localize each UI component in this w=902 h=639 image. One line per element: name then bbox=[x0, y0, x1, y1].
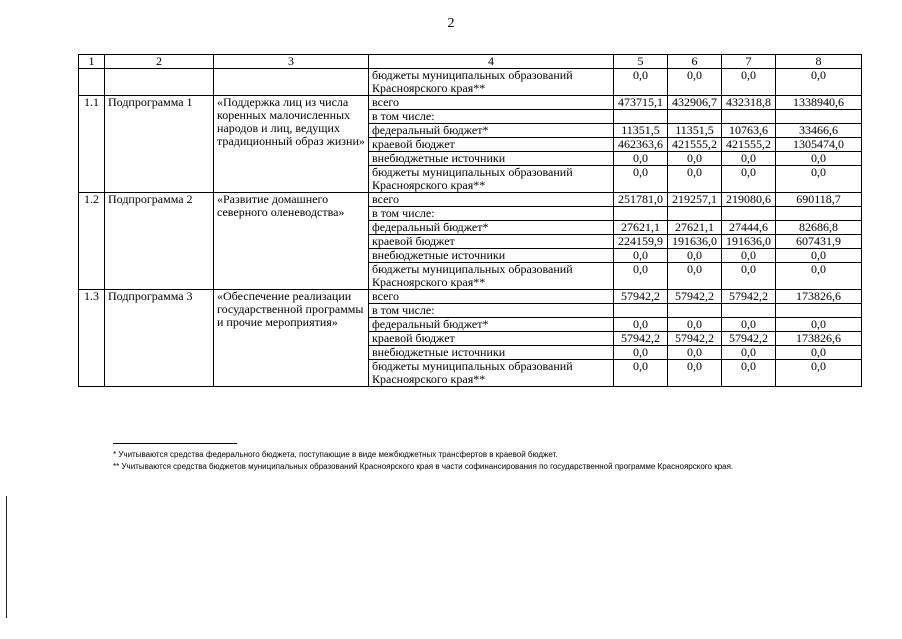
binder-mark bbox=[6, 496, 7, 618]
value-cell: 191636,0 bbox=[668, 235, 722, 249]
value-cell: 173826,6 bbox=[776, 290, 862, 304]
value-cell bbox=[776, 110, 862, 124]
value-cell: 0,0 bbox=[722, 263, 776, 290]
value-cell: 0,0 bbox=[776, 166, 862, 193]
value-cell: 0,0 bbox=[614, 166, 668, 193]
value-cell bbox=[668, 207, 722, 221]
subprogram-name: Подпрограмма 1 bbox=[105, 96, 214, 193]
header-cell: 2 bbox=[105, 55, 214, 69]
footnote-rule bbox=[113, 443, 237, 444]
value-cell: 0,0 bbox=[722, 249, 776, 263]
value-cell: 57942,2 bbox=[722, 290, 776, 304]
value-cell: 27621,1 bbox=[668, 221, 722, 235]
value-cell: 0,0 bbox=[722, 318, 776, 332]
source-label: бюджеты муниципальных образований Красноярского края** bbox=[369, 263, 614, 290]
value-cell: 27621,1 bbox=[614, 221, 668, 235]
value-cell: 0,0 bbox=[668, 360, 722, 387]
empty-cell bbox=[105, 69, 214, 96]
value-cell: 0,0 bbox=[776, 249, 862, 263]
source-label: федеральный бюджет* bbox=[369, 221, 614, 235]
subprogram-name: Подпрограмма 2 bbox=[105, 193, 214, 290]
footnote-federal: * Учитываются средства федерального бюджета, поступающие в виде межбюджетных трансфертов в краевой бюджет. bbox=[113, 450, 558, 459]
table-row bbox=[79, 69, 862, 96]
source-label: внебюджетные источники bbox=[369, 152, 614, 166]
value-cell: 251781,0 bbox=[614, 193, 668, 207]
source-label: краевой бюджет bbox=[369, 235, 614, 249]
value-cell: 607431,9 bbox=[776, 235, 862, 249]
value-cell: 432318,8 bbox=[722, 96, 776, 110]
table-row bbox=[79, 96, 862, 110]
header-cell: 4 bbox=[369, 55, 614, 69]
header-cell: 3 bbox=[214, 55, 369, 69]
value-cell: 33466,6 bbox=[776, 124, 862, 138]
value-cell: 421555,2 bbox=[722, 138, 776, 152]
value-cell: 0,0 bbox=[614, 152, 668, 166]
value-cell: 11351,5 bbox=[668, 124, 722, 138]
value-cell: 0,0 bbox=[614, 69, 668, 96]
source-label: всего bbox=[369, 290, 614, 304]
value-cell: 27444,6 bbox=[722, 221, 776, 235]
value-cell: 219080,6 bbox=[722, 193, 776, 207]
value-cell: 57942,2 bbox=[668, 290, 722, 304]
value-cell: 173826,6 bbox=[776, 332, 862, 346]
subprogram-number: 1.1 bbox=[79, 96, 105, 193]
value-cell: 0,0 bbox=[722, 152, 776, 166]
subprogram-title: «Поддержка лиц из числа коренных малочисленных народов и лиц, ведущих традиционный образ жизни» bbox=[214, 96, 369, 193]
value-cell bbox=[668, 304, 722, 318]
header-cell: 1 bbox=[79, 55, 105, 69]
value-cell: 0,0 bbox=[668, 152, 722, 166]
value-cell: 0,0 bbox=[776, 360, 862, 387]
value-cell: 1338940,6 bbox=[776, 96, 862, 110]
value-cell: 0,0 bbox=[722, 69, 776, 96]
value-cell: 1305474,0 bbox=[776, 138, 862, 152]
value-cell: 191636,0 bbox=[722, 235, 776, 249]
value-cell: 0,0 bbox=[668, 69, 722, 96]
source-label: в том числе: bbox=[369, 110, 614, 124]
empty-cell bbox=[214, 69, 369, 96]
value-cell: 0,0 bbox=[722, 346, 776, 360]
subprogram-number: 1.2 bbox=[79, 193, 105, 290]
value-cell bbox=[668, 110, 722, 124]
value-cell bbox=[614, 207, 668, 221]
value-cell: 224159,9 bbox=[614, 235, 668, 249]
subprogram-title: «Обеспечение реализации государственной программы и прочие мероприятия» bbox=[214, 290, 369, 387]
value-cell: 0,0 bbox=[614, 263, 668, 290]
value-cell: 0,0 bbox=[776, 152, 862, 166]
value-cell bbox=[722, 304, 776, 318]
value-cell: 432906,7 bbox=[668, 96, 722, 110]
source-label: всего bbox=[369, 193, 614, 207]
value-cell: 0,0 bbox=[614, 318, 668, 332]
value-cell bbox=[722, 110, 776, 124]
value-cell bbox=[776, 304, 862, 318]
value-cell: 57942,2 bbox=[668, 332, 722, 346]
table-row bbox=[79, 290, 862, 304]
value-cell: 0,0 bbox=[668, 166, 722, 193]
source-label: внебюджетные источники bbox=[369, 249, 614, 263]
value-cell: 11351,5 bbox=[614, 124, 668, 138]
header-cell: 6 bbox=[668, 55, 722, 69]
value-cell: 0,0 bbox=[614, 346, 668, 360]
table-row bbox=[79, 193, 862, 207]
value-cell: 0,0 bbox=[722, 360, 776, 387]
header-cell: 5 bbox=[614, 55, 668, 69]
value-cell: 219257,1 bbox=[668, 193, 722, 207]
value-cell: 421555,2 bbox=[668, 138, 722, 152]
header-cell: 7 bbox=[722, 55, 776, 69]
source-label: федеральный бюджет* bbox=[369, 124, 614, 138]
source-label: бюджеты муниципальных образований Красноярского края** bbox=[369, 166, 614, 193]
source-label: краевой бюджет bbox=[369, 138, 614, 152]
subprogram-number: 1.3 bbox=[79, 290, 105, 387]
value-cell: 0,0 bbox=[776, 346, 862, 360]
source-label: всего bbox=[369, 96, 614, 110]
empty-cell bbox=[79, 69, 105, 96]
source-label: бюджеты муниципальных образований Красноярского края** bbox=[369, 360, 614, 387]
value-cell: 57942,2 bbox=[614, 290, 668, 304]
source-label: бюджеты муниципальных образований Красноярского края** bbox=[369, 69, 614, 96]
value-cell: 82686,8 bbox=[776, 221, 862, 235]
value-cell: 0,0 bbox=[722, 166, 776, 193]
value-cell: 0,0 bbox=[614, 249, 668, 263]
page-number: 2 bbox=[447, 16, 455, 31]
source-label: в том числе: bbox=[369, 304, 614, 318]
value-cell: 0,0 bbox=[776, 318, 862, 332]
value-cell: 10763,6 bbox=[722, 124, 776, 138]
value-cell bbox=[614, 110, 668, 124]
subprogram-title: «Развитие домашнего северного оленеводства» bbox=[214, 193, 369, 290]
budget-table bbox=[78, 54, 862, 387]
header-row bbox=[79, 55, 862, 69]
subprogram-name: Подпрограмма 3 bbox=[105, 290, 214, 387]
footnote-municipal: ** Учитываются средства бюджетов муниципальных образований Красноярского края в части софинансирования по государственной программе Красноярского края. bbox=[113, 462, 734, 471]
value-cell: 0,0 bbox=[668, 263, 722, 290]
value-cell bbox=[614, 304, 668, 318]
source-label: внебюджетные источники bbox=[369, 346, 614, 360]
value-cell: 0,0 bbox=[668, 249, 722, 263]
source-label: в том числе: bbox=[369, 207, 614, 221]
value-cell: 462363,6 bbox=[614, 138, 668, 152]
value-cell: 0,0 bbox=[668, 318, 722, 332]
value-cell: 690118,7 bbox=[776, 193, 862, 207]
value-cell bbox=[722, 207, 776, 221]
source-label: краевой бюджет bbox=[369, 332, 614, 346]
value-cell: 0,0 bbox=[614, 360, 668, 387]
value-cell: 57942,2 bbox=[614, 332, 668, 346]
value-cell: 57942,2 bbox=[722, 332, 776, 346]
value-cell: 473715,1 bbox=[614, 96, 668, 110]
value-cell: 0,0 bbox=[668, 346, 722, 360]
header-cell: 8 bbox=[776, 55, 862, 69]
value-cell bbox=[776, 207, 862, 221]
value-cell: 0,0 bbox=[776, 69, 862, 96]
value-cell: 0,0 bbox=[776, 263, 862, 290]
source-label: федеральный бюджет* bbox=[369, 318, 614, 332]
